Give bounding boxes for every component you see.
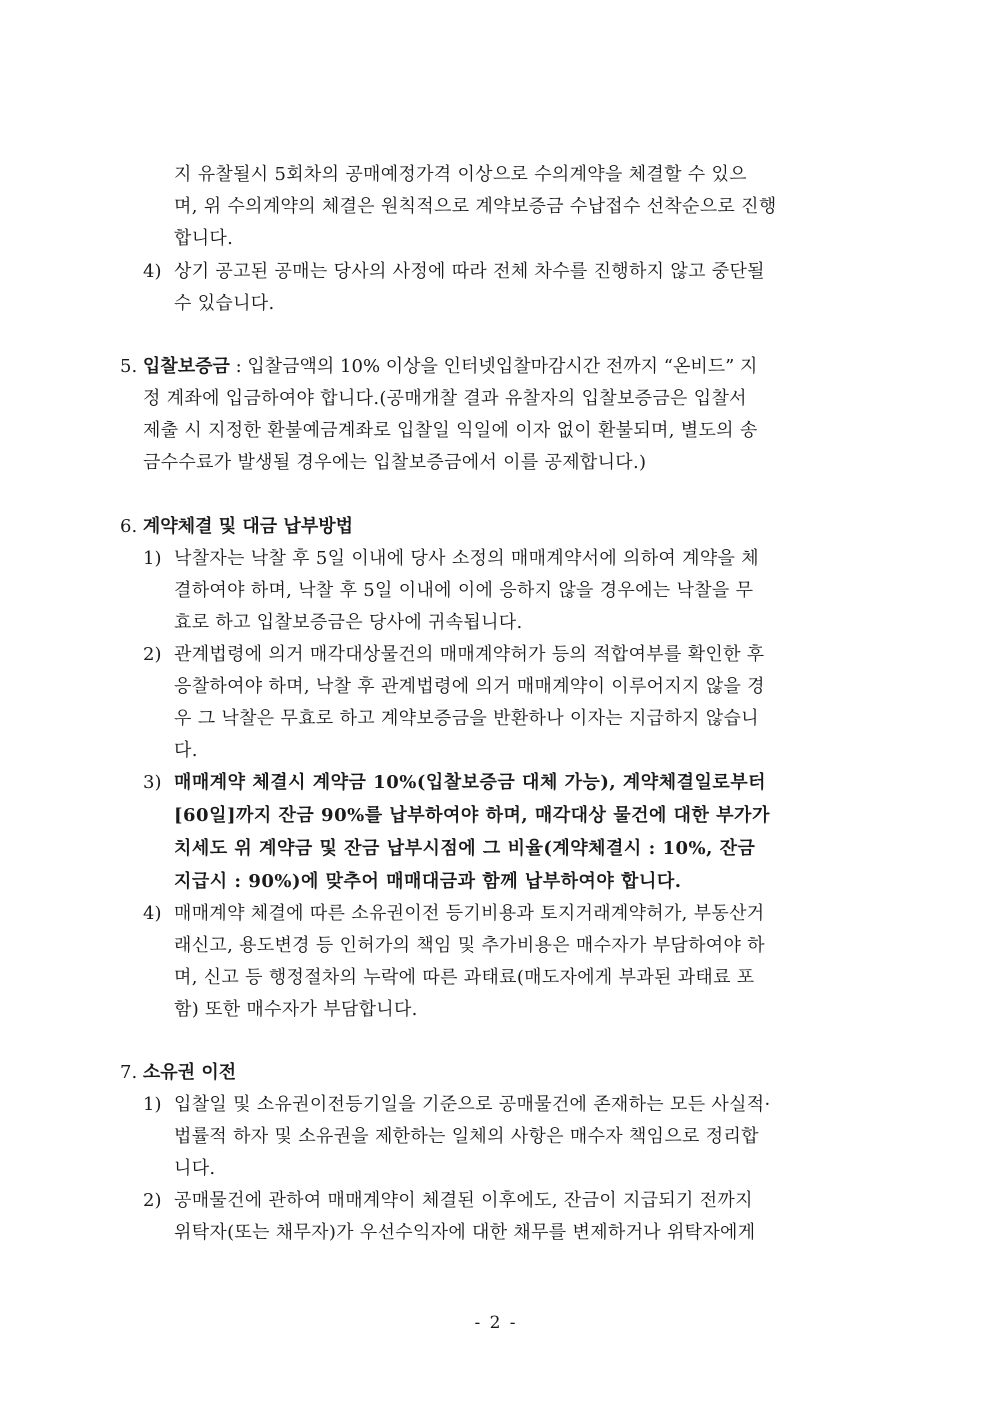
text-line: 상기 공고된 공매는 당사의 사정에 따라 전체 차수를 진행하지 않고 중단될: [174, 261, 765, 282]
text-line: 합니다.: [174, 228, 234, 249]
page-number: - 2 -: [474, 1313, 518, 1333]
text-line: 매매계약 체결시 계약금 10%(입찰보증금 대체 가능), 계약체결일로부터: [174, 772, 767, 793]
section-number: 5.: [120, 356, 138, 377]
text-line: 입찰일 및 소유권이전등기일을 기준으로 공매물건에 존재하는 모든 사실적·: [174, 1094, 771, 1115]
text-line: 위탁자(또는 채무자)가 우선수익자에 대한 채무를 변제하거나 위탁자에게: [174, 1222, 756, 1243]
text-line: 낙찰자는 낙찰 후 5일 이내에 당사 소정의 매매계약서에 의하여 계약을 체: [174, 548, 759, 569]
item-number: 1): [143, 548, 162, 569]
text-line: 래신고, 용도변경 등 인허가의 책임 및 추가비용은 매수자가 부담하여야 하: [174, 935, 765, 956]
section-title: 소유권 이전: [142, 1062, 237, 1083]
item-number: 4): [143, 261, 162, 282]
text-line: 며, 위 수의계약의 체결은 원칙적으로 계약보증금 수납접수 선착순으로 진행: [174, 196, 777, 217]
section-heading: [120, 1062, 236, 1084]
text-line: [60일]까지 잔금 90%를 납부하여야 하며, 매각대상 물건에 대한 부가가: [174, 805, 770, 826]
section-number: 7.: [120, 1062, 138, 1083]
section-title: 계약체결 및 대금 납부방법: [142, 516, 353, 537]
section-heading: [120, 516, 353, 538]
text-line: 함) 또한 매수자가 부담합니다.: [174, 999, 418, 1020]
text-line: 제출 시 지정한 환불예금계좌로 입찰일 익일에 이자 없이 환불되며, 별도의 송: [143, 420, 758, 441]
text-line: 며, 신고 등 행정절차의 누락에 따른 과태료(매도자에게 부과된 과태료 포: [174, 967, 755, 988]
text-line: 결하여야 하며, 낙찰 후 5일 이내에 이에 응하지 않을 경우에는 낙찰을 무: [174, 580, 754, 601]
text-line: 수 있습니다.: [174, 293, 275, 314]
text-line: 정 계좌에 입금하여야 합니다.(공매개찰 결과 유찰자의 입찰보증금은 입찰서: [143, 388, 747, 409]
text-line: : 입찰금액의 10% 이상을 인터넷입찰마감시간 전까지 “온비드” 지: [229, 356, 758, 377]
item-number: 2): [143, 1190, 162, 1211]
text-line: 효로 하고 입찰보증금은 당사에 귀속됩니다.: [174, 612, 523, 633]
text-line: 지 유찰될시 5회차의 공매예정가격 이상으로 수의계약을 체결할 수 있으: [174, 164, 747, 185]
section-title: 입찰보증금: [142, 356, 230, 377]
item-number: 3): [143, 772, 162, 793]
text-line: 매매계약 체결에 따른 소유권이전 등기비용과 토지거래계약허가, 부동산거: [174, 903, 765, 924]
text-line: 니다.: [174, 1158, 216, 1179]
text-line: 지급시 : 90%)에 맞추어 매매대금과 함께 납부하여야 합니다.: [174, 871, 682, 892]
section-number: 6.: [120, 516, 138, 537]
text-line: 공매물건에 관하여 매매계약이 체결된 이후에도, 잔금이 지급되기 전까지: [174, 1190, 753, 1211]
text-line: 우 그 낙찰은 무효로 하고 계약보증금을 반환하나 이자는 지급하지 않습니: [174, 708, 759, 729]
item-number: 1): [143, 1094, 162, 1115]
section-heading: [120, 356, 757, 378]
text-line: 금수수료가 발생될 경우에는 입찰보증금에서 이를 공제합니다.): [143, 452, 647, 473]
text-line: 관계법령에 의거 매각대상물건의 매매계약허가 등의 적합여부를 확인한 후: [174, 644, 765, 665]
text-line: 법률적 하자 및 소유권을 제한하는 일체의 사항은 매수자 책임으로 정리합: [174, 1126, 759, 1147]
item-number: 4): [143, 903, 162, 924]
item-number: 2): [143, 644, 162, 665]
text-line: 응찰하여야 하며, 낙찰 후 관계법령에 의거 매매계약이 이루어지지 않을 경: [174, 676, 765, 697]
text-line: 치세도 위 계약금 및 잔금 납부시점에 그 비율(계약체결시 : 10%, 잔금: [174, 838, 756, 859]
text-line: 다.: [174, 740, 198, 761]
